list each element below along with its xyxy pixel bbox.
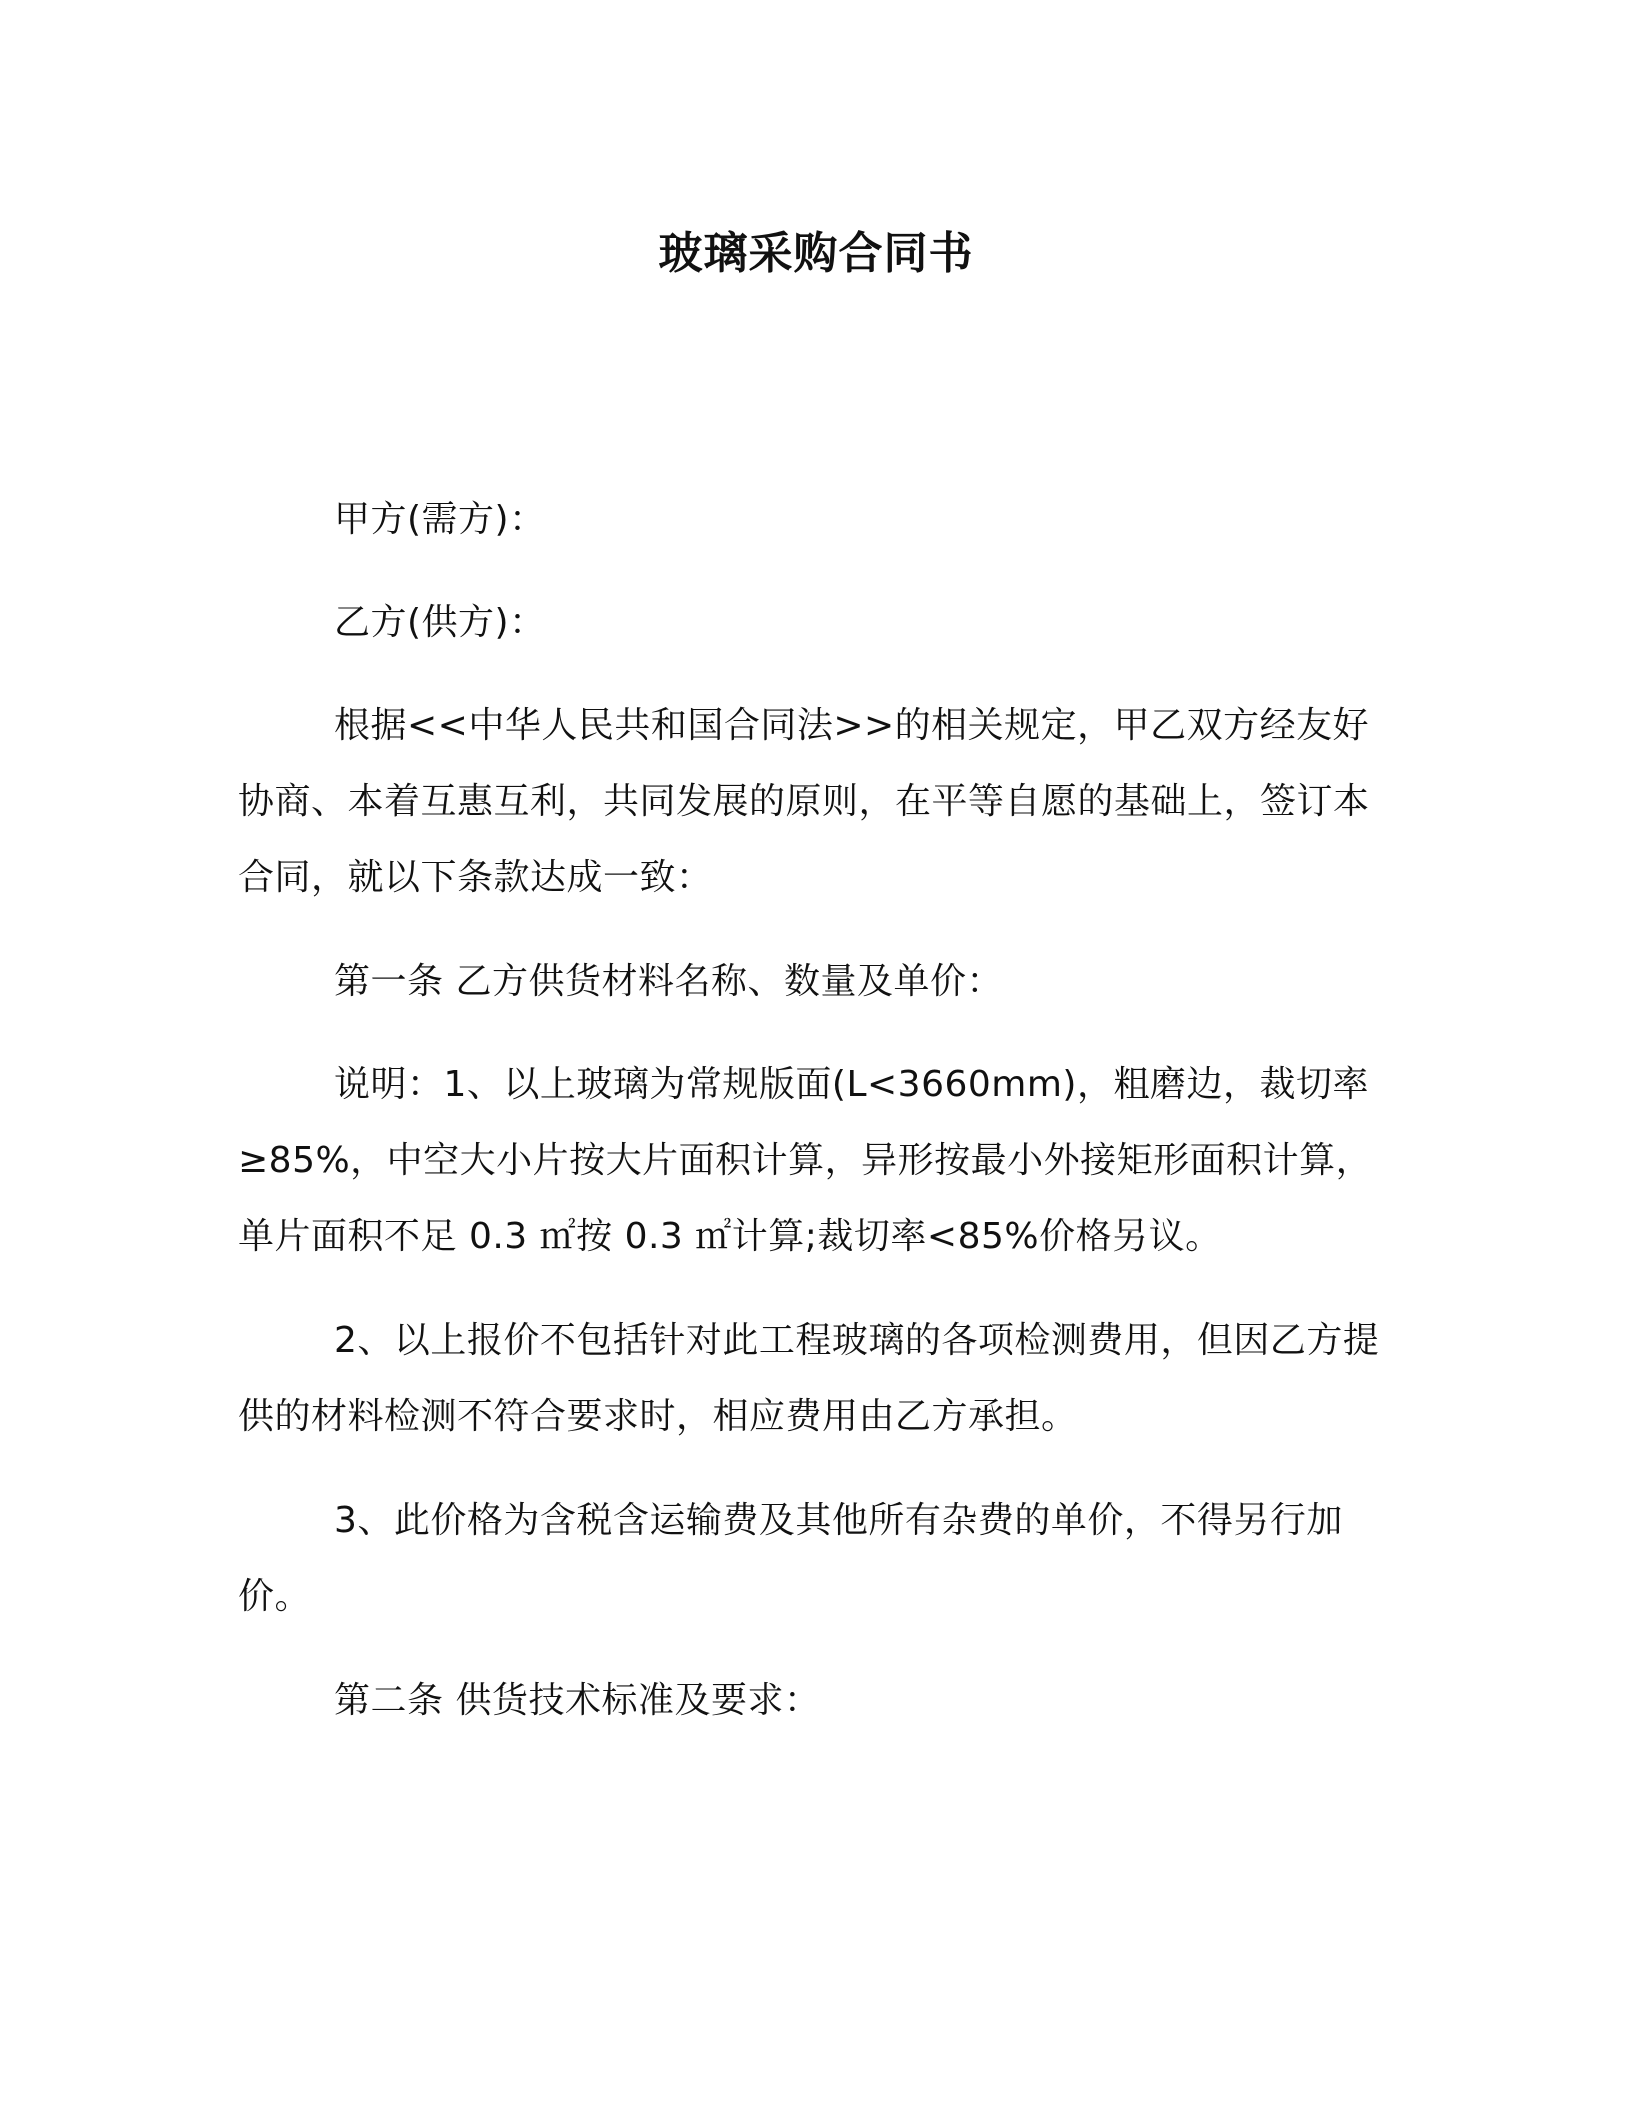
article-1-heading: 第一条 乙方供货材料名称、数量及单价： xyxy=(334,961,1003,1002)
party-a-line: 甲方(需方)： xyxy=(334,499,546,540)
document-title: 玻璃采购合同书 xyxy=(658,228,974,279)
party-b-line: 乙方(供方)： xyxy=(334,602,546,643)
article-2-heading: 第二条 供货技术标准及要求： xyxy=(334,1680,821,1721)
preamble-paragraph: 根据<<中华人民共和国合同法>>的相关规定，甲乙双方经友好协商、本着互惠互利，共同发展的原则，在平等自愿的基础上，签订本合同，就以下条款达成一致： xyxy=(238,705,1370,898)
note-1-paragraph: 说明：1、以上玻璃为常规版面(L<3660mm)，粗磨边，裁切率≥85%，中空大小片按大片面积计算，异形按最小外接矩形面积计算，单片面积不足 0.3 ㎡按 0.3 ㎡计算;裁切率<85%价格另议。 xyxy=(238,1064,1373,1257)
note-2-paragraph: 2、以上报价不包括针对此工程玻璃的各项检测费用，但因乙方提供的材料检测不符合要求时，相应费用由乙方承担。 xyxy=(238,1320,1380,1437)
note-3-paragraph: 3、此价格为含税含运输费及其他所有杂费的单价，不得另行加价。 xyxy=(238,1500,1343,1617)
